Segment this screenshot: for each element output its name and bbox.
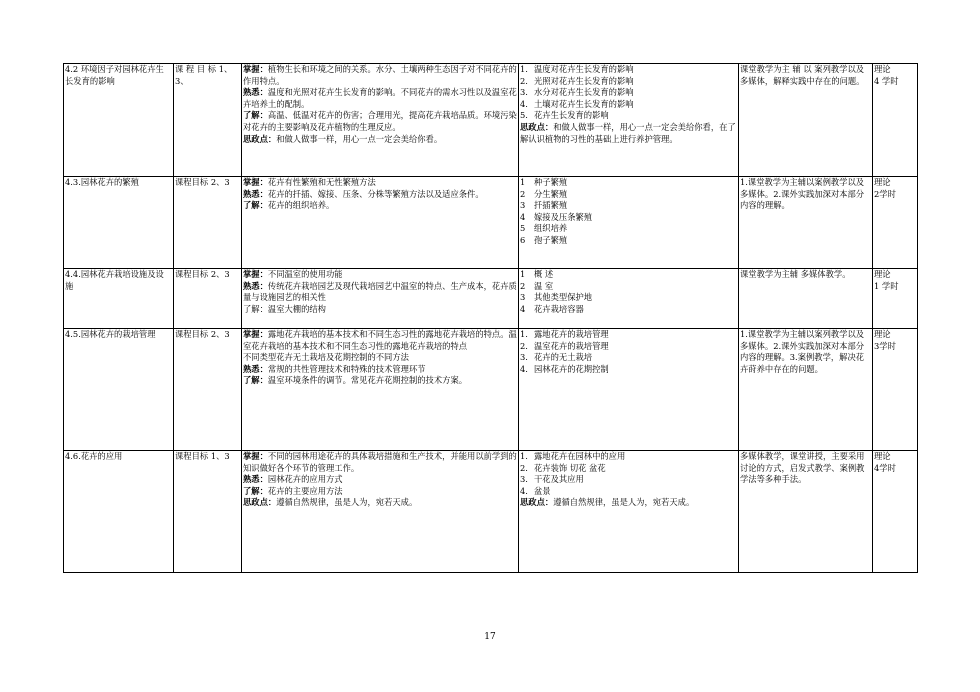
content-item-number: 1. xyxy=(520,329,528,339)
content-item xyxy=(520,189,737,201)
content-item-number: 1. xyxy=(520,451,528,461)
course-objective: 课程目标 2、3 xyxy=(175,269,230,279)
lesson-hours: 2学时 xyxy=(874,188,896,199)
content-item-number: 2. xyxy=(520,75,528,86)
teaching-method-cell xyxy=(739,177,873,269)
requirement-label: 熟悉： xyxy=(243,363,268,374)
content-item xyxy=(520,223,737,235)
content-item xyxy=(520,200,737,212)
content-item xyxy=(520,177,737,189)
table-row xyxy=(64,329,918,451)
requirement-text: 传统花卉栽培园艺及现代栽培园艺中温室的特点、生产成本，花卉质量与设施园艺的相关性 xyxy=(243,280,517,303)
course-objective: 课程目标 1、3 xyxy=(175,451,230,461)
contents-cell xyxy=(519,64,739,177)
requirement-line xyxy=(243,364,517,376)
chapter-title: 4.2 环境因子对园林花卉生长发育的影响 xyxy=(65,64,164,86)
teaching-method-cell xyxy=(739,451,873,573)
content-item-number: 1 xyxy=(520,269,526,279)
content-item-number: 4 xyxy=(520,303,526,314)
content-item-text: 扦插繁殖 xyxy=(534,200,568,211)
teaching-method-cell xyxy=(739,269,873,329)
hours-cell xyxy=(873,329,918,451)
content-item xyxy=(520,64,737,76)
requirements-cell xyxy=(242,269,519,329)
requirement-line xyxy=(243,329,517,352)
content-item xyxy=(520,212,737,224)
content-item-number: 3. xyxy=(520,87,528,98)
requirement-line xyxy=(243,269,517,281)
content-item xyxy=(520,269,737,281)
ideology-note xyxy=(520,122,737,145)
content-item xyxy=(520,364,737,376)
hours-cell xyxy=(873,64,918,177)
content-item-text: 种子繁殖 xyxy=(534,177,568,187)
contents-cell xyxy=(519,329,739,451)
requirements-cell xyxy=(242,177,519,269)
table-row xyxy=(64,451,918,573)
objective-cell xyxy=(174,329,242,451)
chapter-cell xyxy=(64,177,174,269)
hours-cell xyxy=(873,177,918,269)
content-item xyxy=(520,329,737,341)
requirement-label: 思政点： xyxy=(243,497,277,508)
chapter-cell xyxy=(64,64,174,177)
content-item-number: 5. xyxy=(520,110,528,121)
requirement-line xyxy=(243,474,517,486)
chapter-title: 4.3.园林花卉的繁殖 xyxy=(65,177,139,187)
requirement-text: 了解：温室大棚的结构 xyxy=(243,303,326,314)
requirement-label: 掌握： xyxy=(243,329,268,339)
contents-cell xyxy=(519,177,739,269)
content-item-number: 1 xyxy=(520,177,526,187)
page-number: 17 xyxy=(484,632,496,642)
requirement-text: 花卉的扦插、嫁接、压条、分株等繁殖方法以及适应条件。 xyxy=(267,188,484,199)
content-item-number: 3 xyxy=(520,292,526,303)
hours-cell xyxy=(873,269,918,329)
lesson-type: 理论 xyxy=(874,64,891,74)
objective-cell xyxy=(174,451,242,573)
requirement-text: 不同温室的使用功能 xyxy=(267,269,343,279)
content-item xyxy=(520,474,737,486)
content-item-text: 干花及其应用 xyxy=(534,474,584,485)
content-item xyxy=(520,99,737,111)
requirement-label: 熟悉： xyxy=(243,474,268,485)
content-item-text: 土壤对花卉生长发育的影响 xyxy=(534,98,634,109)
content-item-text: 嫁接及压条繁殖 xyxy=(534,211,593,222)
ideology-note-label: 思政点： xyxy=(520,121,554,132)
content-item-text: 分生繁殖 xyxy=(534,188,568,199)
contents-cell xyxy=(519,451,739,573)
syllabus-table xyxy=(63,63,918,573)
requirement-line xyxy=(243,281,517,304)
content-item-text: 光照对花卉生长发育的影响 xyxy=(534,75,634,86)
content-item xyxy=(520,463,737,475)
requirement-text: 高温、低温对花卉的伤害；合理用光，提高花卉栽培品质。环境污染对花卉的主要影响及花卉植物的生理反应。 xyxy=(243,110,517,132)
content-item xyxy=(520,281,737,293)
ideology-note-text: 遵循自然规律，虽是人为，宛若天成。 xyxy=(553,497,695,508)
requirement-text: 和做人做事一样，用心一点一定会美给你看。 xyxy=(276,133,443,144)
content-item-text: 温室花卉的栽培管理 xyxy=(534,340,609,351)
table-row xyxy=(64,64,918,177)
content-item-number: 4. xyxy=(520,485,528,496)
chapter-title: 4.5.园林花卉的栽培管理 xyxy=(65,329,156,339)
contents-cell xyxy=(519,269,739,329)
chapter-cell xyxy=(64,269,174,329)
objective-cell xyxy=(174,64,242,177)
requirement-label: 了解： xyxy=(243,485,268,496)
requirement-text: 常规的共性管理技术和特殊的技术管理环节 xyxy=(267,363,426,374)
requirement-line xyxy=(243,177,517,189)
lesson-type: 理论 xyxy=(874,329,891,339)
requirement-label: 了解： xyxy=(243,375,268,386)
requirement-line xyxy=(243,189,517,201)
requirement-text: 花卉的主要应用方法 xyxy=(267,485,343,496)
requirement-label: 熟悉： xyxy=(243,188,268,199)
lesson-hours: 4 学时 xyxy=(874,75,899,86)
content-item-number: 2 xyxy=(520,188,526,199)
content-item-text: 盆景 xyxy=(534,485,551,496)
requirement-line xyxy=(243,352,517,364)
table-body xyxy=(64,64,918,573)
content-item-number: 3. xyxy=(520,474,528,485)
requirement-label: 熟悉： xyxy=(243,87,268,98)
content-item-number: 2 xyxy=(520,280,526,291)
content-item-number: 2. xyxy=(520,462,528,473)
content-item xyxy=(520,304,737,316)
content-item xyxy=(520,87,737,99)
content-item-number: 2. xyxy=(520,340,528,351)
requirement-label: 了解： xyxy=(243,200,268,211)
requirement-text: 不同的园林用途花卉的具体栽培措施和生产技术，并能用以前学到的知识做好各个环节的管理工作。 xyxy=(243,451,517,473)
content-item xyxy=(520,486,737,498)
requirement-label: 掌握： xyxy=(243,451,268,461)
requirement-line xyxy=(243,110,517,133)
content-item-number: 3 xyxy=(520,200,526,211)
teaching-method-cell xyxy=(739,64,873,177)
requirement-label: 思政点： xyxy=(243,133,277,144)
requirement-line xyxy=(243,64,517,87)
lesson-type: 理论 xyxy=(874,269,891,279)
content-item-text: 露地花卉在园林中的应用 xyxy=(534,451,626,461)
content-item-number: 1. xyxy=(520,64,528,74)
chapter-title: 4.4.园林花卉栽培设施及设施 xyxy=(65,269,164,291)
content-item-number: 4. xyxy=(520,363,528,374)
lesson-hours: 4学时 xyxy=(874,462,896,473)
table-row xyxy=(64,269,918,329)
requirement-line xyxy=(243,200,517,212)
chapter-cell xyxy=(64,329,174,451)
requirement-line xyxy=(243,304,517,316)
requirement-label: 掌握： xyxy=(243,177,268,187)
chapter-cell xyxy=(64,451,174,573)
requirement-text: 花卉的组织培养。 xyxy=(267,200,335,211)
requirement-text: 露地花卉栽培的基本技术和不同生态习性的露地花卉栽培的特点。温室花卉栽培的基本技术和不同生态习性的露地花卉栽培的特点 xyxy=(243,329,517,351)
content-item-text: 组织培养 xyxy=(534,223,568,234)
content-item-text: 其他类型保护地 xyxy=(534,292,593,303)
content-item-number: 6 xyxy=(520,234,526,245)
content-item xyxy=(520,76,737,88)
teaching-method: 多媒体教学，课堂讲授，主要采用讨论的方式，启发式教学、案例教学法等多种手法。 xyxy=(740,451,865,485)
requirement-text: 温度和光照对花卉生长发育的影响。不同花卉的需水习性以及温室花卉培养土的配制。 xyxy=(243,87,517,109)
teaching-method: 1.课堂教学为主辅以案例教学以及多媒体。2.课外实践加深对本部分内容的理解。 xyxy=(740,177,865,211)
lesson-hours: 1 学时 xyxy=(874,280,899,291)
ideology-note xyxy=(520,497,737,509)
requirement-line xyxy=(243,134,517,146)
table-row xyxy=(64,177,918,269)
objective-cell xyxy=(174,177,242,269)
objective-cell xyxy=(174,269,242,329)
content-item-text: 园林花卉的花期控制 xyxy=(534,363,609,374)
course-objective: 课程目标 2、3 xyxy=(175,329,230,339)
course-objective: 课 程 目 标 1、3、 xyxy=(175,64,233,86)
requirement-line xyxy=(243,451,517,474)
content-item-text: 花卉的无土栽培 xyxy=(534,352,593,363)
content-item-text: 露地花卉的栽培管理 xyxy=(534,329,609,339)
requirement-text: 遵循自然规律，虽是人为，宛若天成。 xyxy=(276,497,418,508)
content-item-text: 温度对花卉生长发育的影响 xyxy=(534,64,634,74)
content-item-text: 温 室 xyxy=(534,280,554,291)
requirement-text: 园林花卉的应用方式 xyxy=(267,474,343,485)
content-item-text: 孢子繁殖 xyxy=(534,234,568,245)
lesson-type: 理论 xyxy=(874,177,891,187)
requirement-line xyxy=(243,486,517,498)
lesson-type: 理论 xyxy=(874,451,891,461)
requirement-text: 植物生长和环境之间的关系。水分、土壤两种生态因子对不同花卉的作用特点。 xyxy=(243,64,517,86)
requirements-cell xyxy=(242,451,519,573)
requirement-text: 花卉有性繁殖和无性繁殖方法 xyxy=(267,177,376,187)
content-item-text: 花卉栽培容器 xyxy=(534,303,584,314)
requirement-text: 不同类型花卉无土栽培及花期控制的不同方法 xyxy=(243,352,409,363)
content-item xyxy=(520,292,737,304)
course-objective: 课程目标 2、3 xyxy=(175,177,230,187)
requirement-text: 温室环境条件的调节。常见花卉花期控制的技术方案。 xyxy=(267,375,468,386)
requirement-line xyxy=(243,87,517,110)
hours-cell xyxy=(873,451,918,573)
requirement-label: 熟悉： xyxy=(243,280,268,291)
content-item-text: 水分对花卉生长发育的影响 xyxy=(534,87,634,98)
content-item xyxy=(520,235,737,247)
content-item xyxy=(520,451,737,463)
requirement-label: 掌握： xyxy=(243,64,268,74)
content-item-text: 概 述 xyxy=(534,269,554,279)
teaching-method: 课堂教学为主辅 多媒体教学。 xyxy=(740,269,851,279)
content-item-text: 花卉生长发育的影响 xyxy=(534,110,609,121)
teaching-method-cell xyxy=(739,329,873,451)
requirement-label: 掌握： xyxy=(243,269,268,279)
lesson-hours: 3学时 xyxy=(874,340,896,351)
content-item xyxy=(520,341,737,353)
content-item-number: 4 xyxy=(520,211,526,222)
content-item-number: 3. xyxy=(520,352,528,363)
teaching-method: 课堂教学为主 辅 以 案列教学以及多媒体，解释实践中存在的问题。 xyxy=(740,64,865,86)
chapter-title: 4.6.花卉的应用 xyxy=(65,451,123,461)
content-item xyxy=(520,110,737,122)
content-item xyxy=(520,352,737,364)
requirement-line xyxy=(243,497,517,509)
ideology-note-text: 和做人做事一样，用心一点一定会美给你看，在了解认识植物的习性的基础上进行养护管理。 xyxy=(520,121,736,144)
teaching-method: 1.课堂教学为主辅以案列教学以及多媒体。2.课外实践加深对本部分内容的理解。3.案例教学，解决花卉莳养中存在的问题。 xyxy=(740,329,865,374)
requirements-cell xyxy=(242,329,519,451)
requirement-line xyxy=(243,375,517,387)
content-item-text: 花卉装饰 切花 盆花 xyxy=(534,462,606,473)
content-item-number: 5 xyxy=(520,223,526,234)
content-item-number: 4. xyxy=(520,98,528,109)
requirement-label: 了解： xyxy=(243,110,268,121)
ideology-note-label: 思政点： xyxy=(520,497,554,508)
requirements-cell xyxy=(242,64,519,177)
